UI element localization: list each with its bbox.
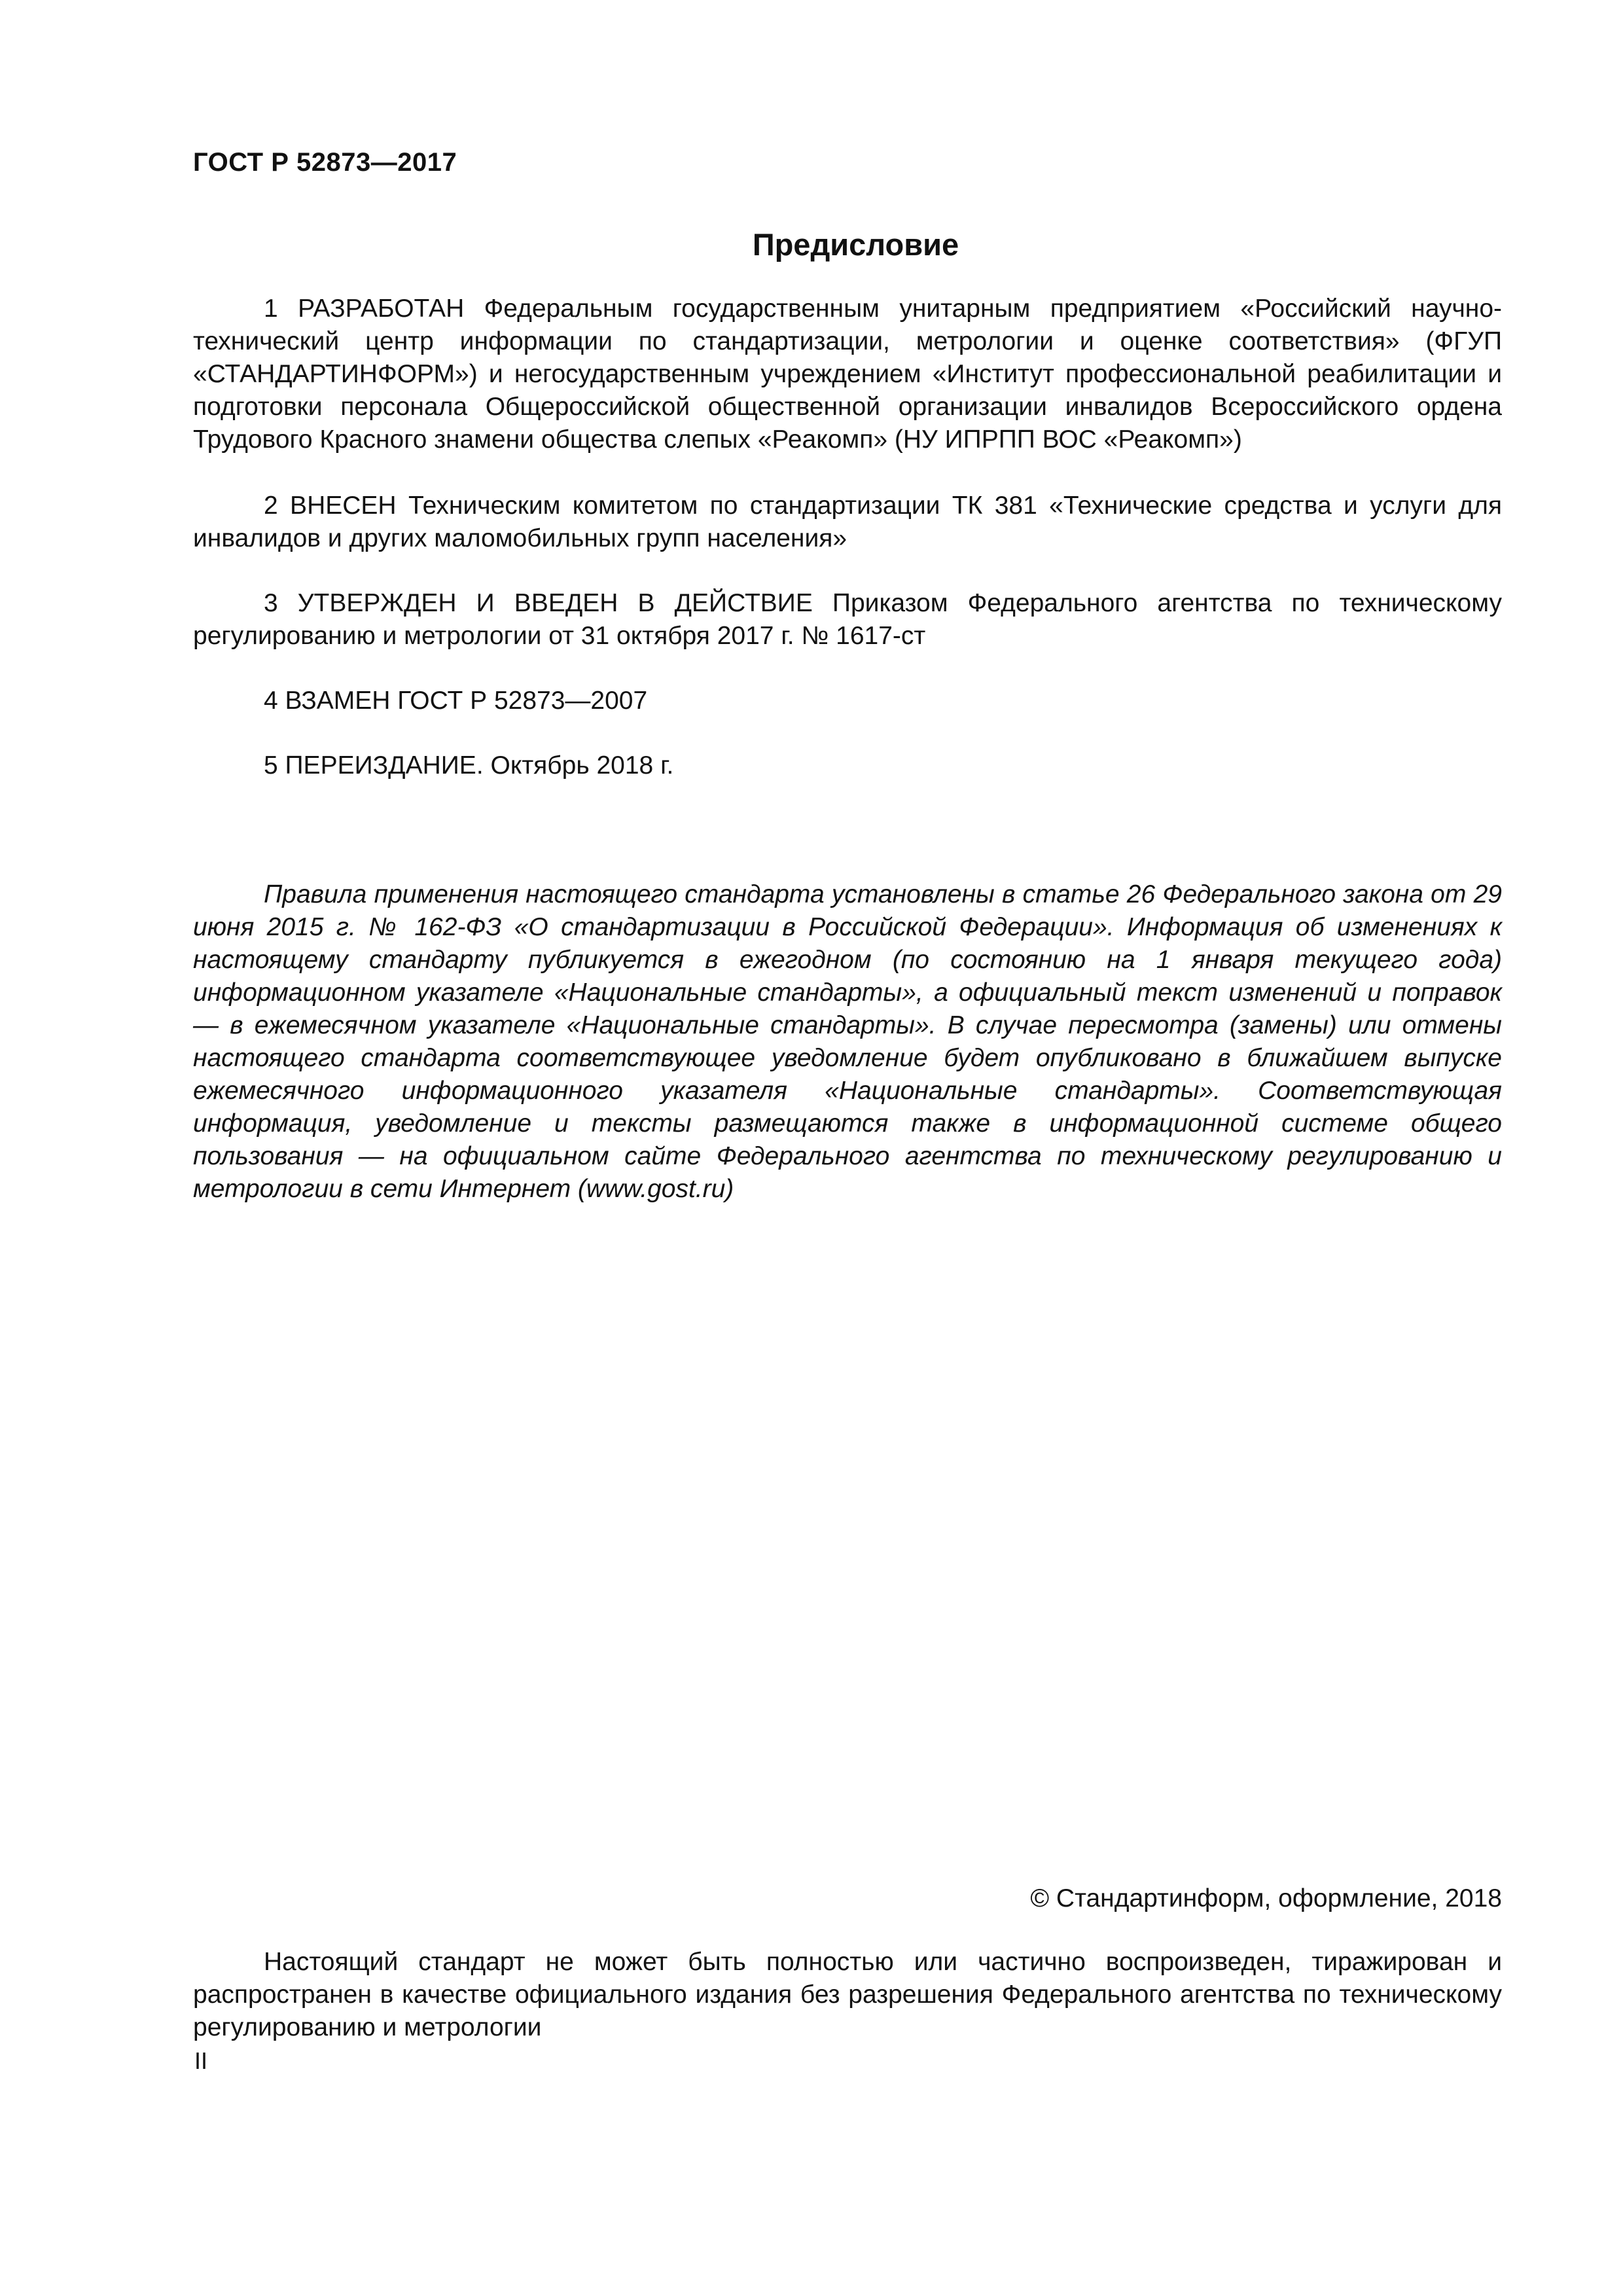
foreword-item-text: 2 ВНЕСЕН Техническим комитетом по стандартизации ТК 381 «Технические средства и услуги для инвалидов и других маломобильных групп населения» [193,492,1502,552]
foreword-item-text: 1 РАЗРАБОТАН Федеральным государственным унитарным предприятием «Российский научно-технический центр информации по стандартизации, метрологии и оценке соответствия» (ФГУП «СТАНДАРТИНФОРМ») и негосударственным учреждением «Институт профессиональной реабилитации и подготовки персонала Общероссийской общественной организации инвалидов Всероссийского ордена Трудового Красного знамени общества слепых «Реакомп» (НУ ИПРПП ВОС «Реакомп») [193,295,1502,454]
foreword-item-2 [193,490,1502,555]
foreword-item-1 [193,293,1502,456]
application-rules-text: Правила применения настоящего стандарта установлены в статье 26 Федерального закона от 29 июня 2015 г. № 162-ФЗ «О стандартизации в Российской Федерации». Информация об изменениях к настоящему стандарту публикуется в ежегодном (по состоянию на 1 января текущего года) информационном указателе «Национальные стандарты», а официальный текст изменений и поправок — в ежемесячном указателе «Национальные стандарты». В случае пересмотра (замены) или отмены настоящего стандарта соответствующее уведомление будет опубликовано в ближайшем выпуске ежемесячного информационного указателя «Национальные стандарты». Соответствующая информация, уведомление и тексты размещаются также в информационной системе общего пользования — на официальном сайте Федерального агентства по техническому регулированию и метрологии в сети Интернет (www.gost.ru) [193,880,1502,1203]
foreword-item-5 [193,749,1502,782]
copyright-line: © Стандартинформ, оформление, 2018 [1030,1884,1502,1912]
foreword-item-text: 4 ВЗАМЕН ГОСТ Р 52873—2007 [264,687,648,715]
reproduction-notice-text: Настоящий стандарт не может быть полностью или частично воспроизведен, тиражирован и распространен в качестве официального издания без разрешения Федерального агентства по техническому регулированию и метрологии [193,1948,1502,2041]
page-title: Предисловие [752,227,959,262]
document-header: ГОСТ Р 52873—2017 [193,148,457,177]
foreword-item-4 [193,685,1502,717]
foreword-item-text: 3 УТВЕРЖДЕН И ВВЕДЕН В ДЕЙСТВИЕ Приказом Федерального агентства по техническому регулированию и метрологии от 31 октября 2017 г. № 1617-ст [193,589,1502,650]
page-number: II [194,2047,208,2074]
foreword-item-3 [193,587,1502,653]
foreword-item-text: 5 ПЕРЕИЗДАНИЕ. Октябрь 2018 г. [264,751,674,780]
reproduction-notice [193,1946,1502,2044]
application-rules-notice [193,878,1502,1206]
